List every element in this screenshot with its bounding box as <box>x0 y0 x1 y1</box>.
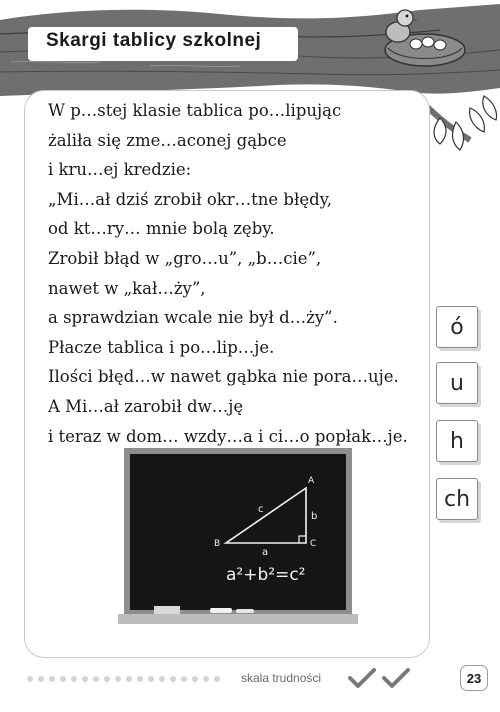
letter-tab-u: u <box>436 362 478 404</box>
poem-line: a sprawdzian wcale nie był d…ży”. <box>48 308 338 328</box>
chalk-stick-icon <box>210 608 232 613</box>
vertex-a-label: A <box>308 476 315 486</box>
chalk-eraser-icon <box>154 606 180 614</box>
letter-tab-h: h <box>436 420 478 462</box>
blackboard-illustration <box>118 446 358 628</box>
letter-tabs <box>436 296 488 536</box>
poem-text <box>48 96 408 451</box>
pythagorean-formula: a²+b²=c² <box>226 565 306 585</box>
poem-line: i teraz w dom… wzdy…a i ci…o popłak…je. <box>48 426 408 446</box>
check-icon <box>384 670 408 686</box>
vertex-b-label: B <box>214 539 221 549</box>
leaf-icon <box>434 96 497 150</box>
poem-line: Płacze tablica i po…lip…je. <box>48 337 275 357</box>
side-a-label: a <box>262 547 269 558</box>
side-b-label: b <box>311 511 318 522</box>
letter-tab-ch: ch <box>436 478 478 520</box>
poem-line: Ilości błęd…w nawet gąbka nie pora…uje. <box>48 367 399 387</box>
check-icon <box>350 670 374 686</box>
poem-line: „Mi…ał dziś zrobił okr…tne błędy, <box>48 189 333 209</box>
poem-line: i kru…ej kredzie: <box>48 160 192 180</box>
page-number: 23 <box>460 665 488 691</box>
difficulty-scale-label: skala trudności <box>241 671 322 685</box>
poem-line: W p…stej klasie tablica po…lipując <box>48 101 342 120</box>
difficulty-checks <box>346 664 414 692</box>
side-c-label: c <box>258 504 264 515</box>
letter-tab-o-acute: ó <box>436 306 478 348</box>
poem-line: od kt…ry… mnie bolą zęby. <box>48 219 275 239</box>
page-title: Skargi tablicy szkolnej <box>46 30 262 51</box>
poem-line: A Mi…ał zarobił dw…ję <box>48 396 244 416</box>
poem-line: żaliła się zme…aconej gąbce <box>48 130 287 150</box>
poem-line: nawet w „kał…ży”, <box>48 278 206 298</box>
chalk-stick-icon <box>236 609 254 613</box>
footer-dots <box>26 674 226 684</box>
poem-line: Zrobił błąd w „gro…u”, „b…cie”, <box>48 248 322 268</box>
vertex-c-label: C <box>310 539 317 549</box>
